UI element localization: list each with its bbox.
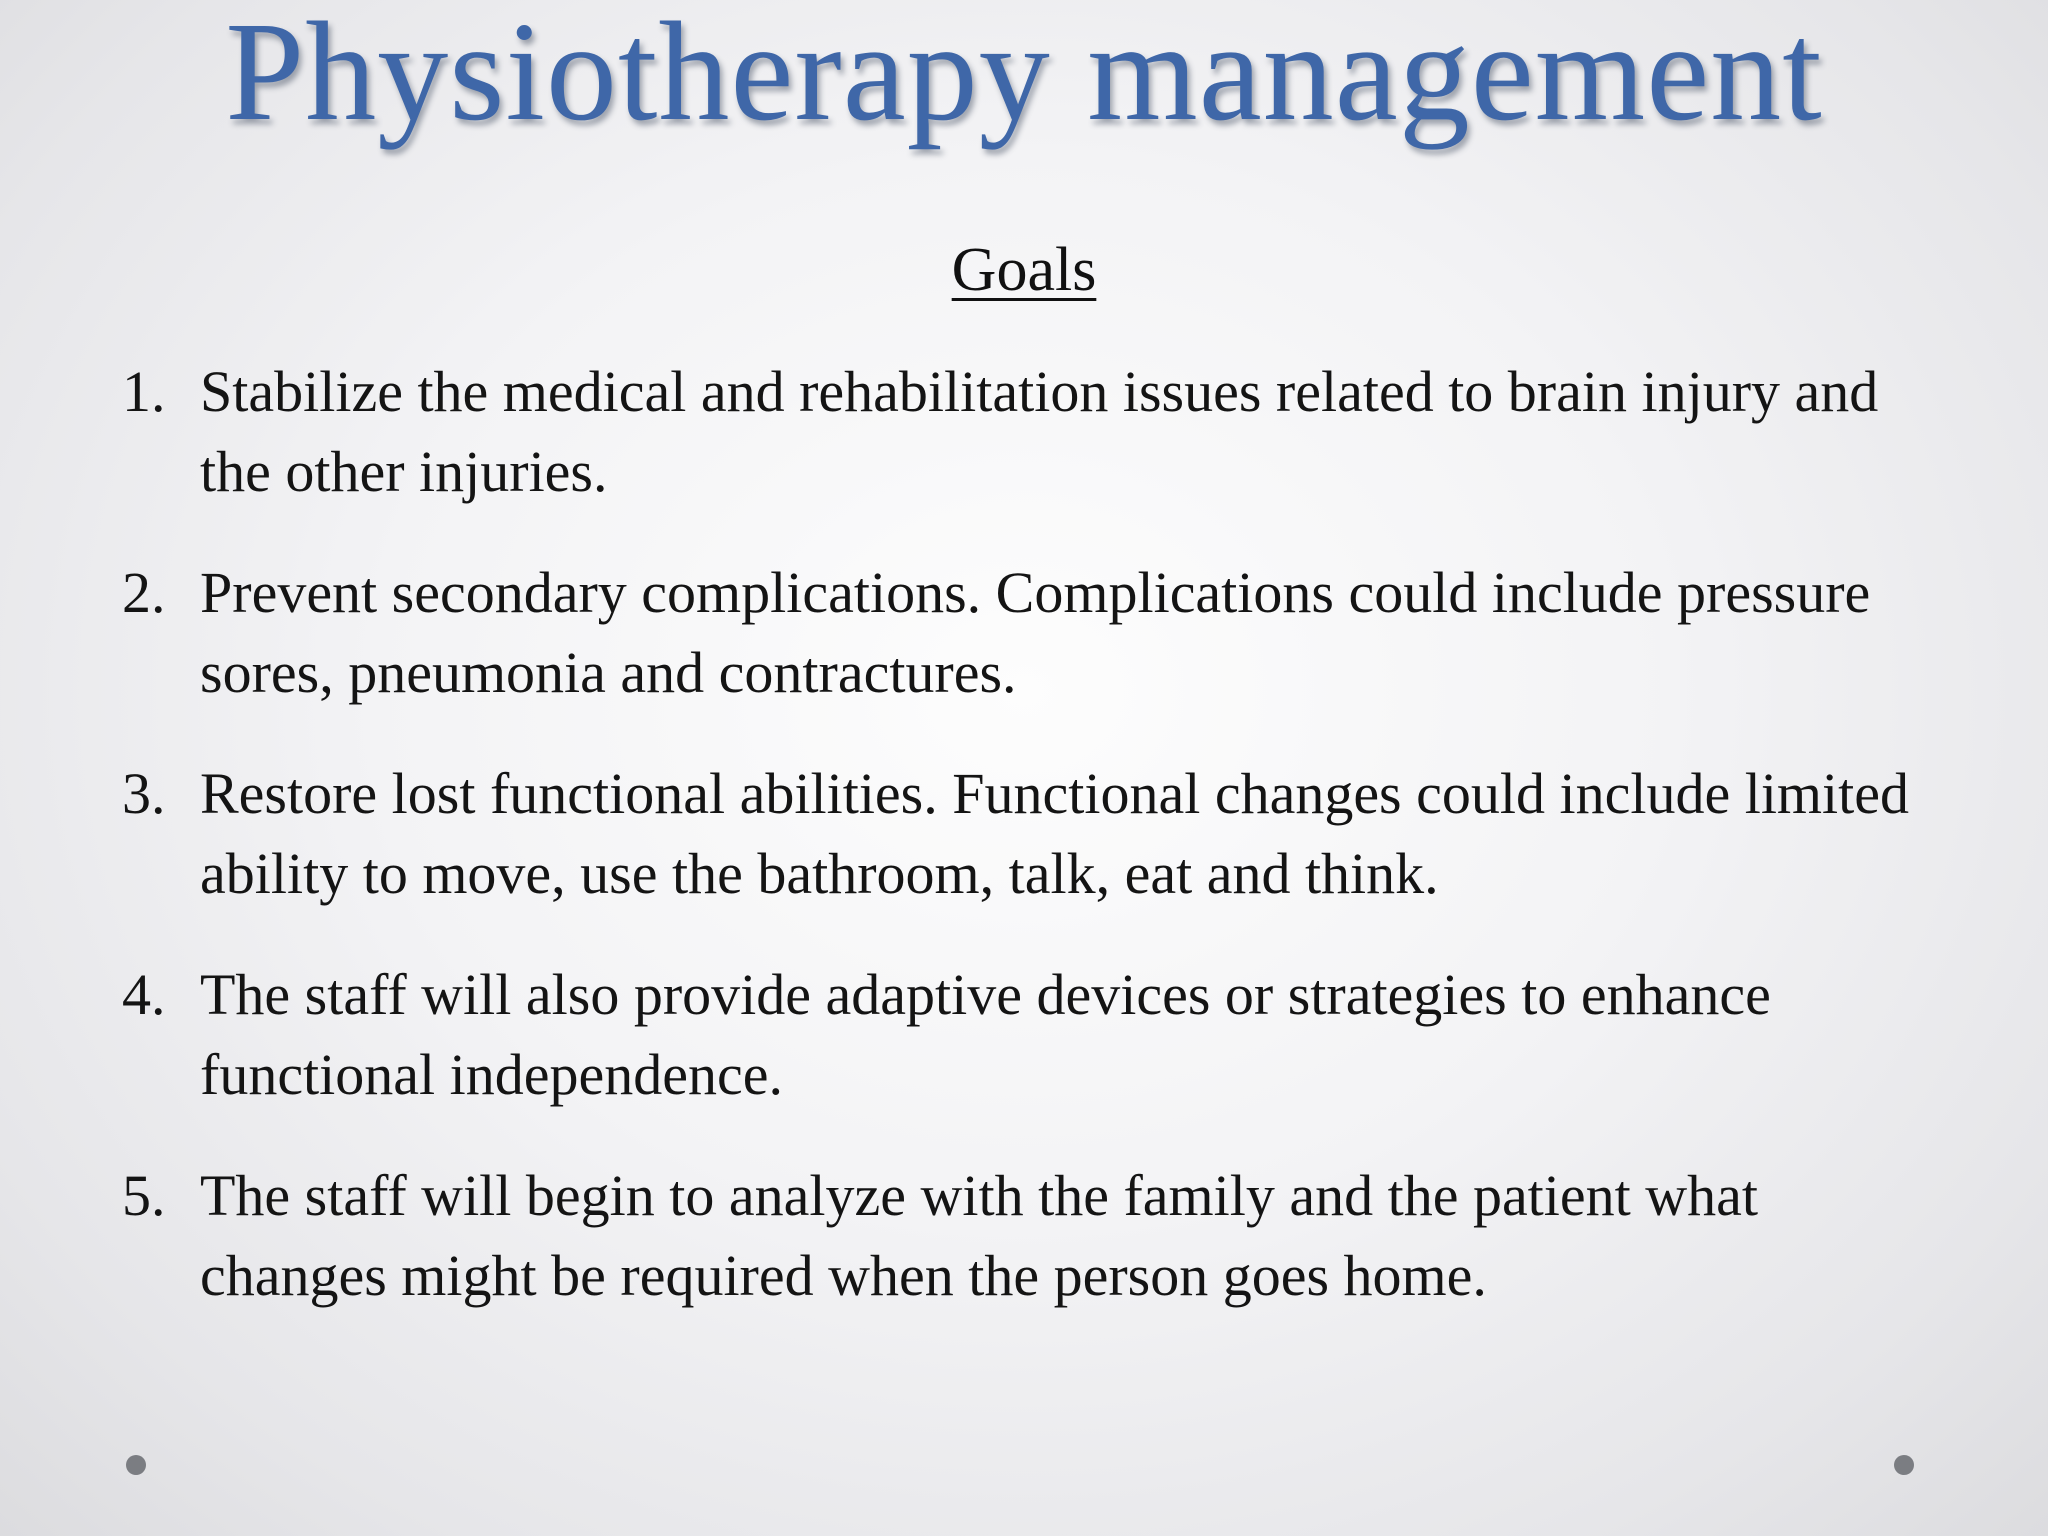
goals-heading: Goals xyxy=(951,236,1097,304)
goal-number: 1. xyxy=(122,359,166,424)
goal-item-3 xyxy=(118,754,1948,914)
goal-number: 2. xyxy=(122,560,166,625)
decorative-dot-left xyxy=(126,1455,146,1475)
goal-text: Restore lost functional abilities. Functional changes could include limited ability to move, use the bathroom, talk, eat and think. xyxy=(200,761,1910,906)
goals-list xyxy=(118,352,1948,1357)
goal-text: The staff will begin to analyze with the family and the patient what changes might be required when the person goes home. xyxy=(200,1163,1759,1308)
decorative-dot-right xyxy=(1894,1455,1914,1475)
goal-number: 5. xyxy=(122,1163,166,1228)
goal-text: Stabilize the medical and rehabilitation issues related to brain injury and the other injuries. xyxy=(200,359,1879,504)
goal-text: Prevent secondary complications. Complications could include pressure sores, pneumonia and contractures. xyxy=(200,560,1871,705)
goal-item-1 xyxy=(118,352,1948,512)
goal-number: 3. xyxy=(122,761,166,826)
goal-item-4 xyxy=(118,955,1948,1115)
goal-item-2 xyxy=(118,553,1948,713)
goal-number: 4. xyxy=(122,962,166,1027)
goal-text: The staff will also provide adaptive devices or strategies to enhance functional independence. xyxy=(200,962,1771,1107)
goal-item-5 xyxy=(118,1156,1948,1316)
slide-title: Physiotherapy management xyxy=(225,0,1823,150)
